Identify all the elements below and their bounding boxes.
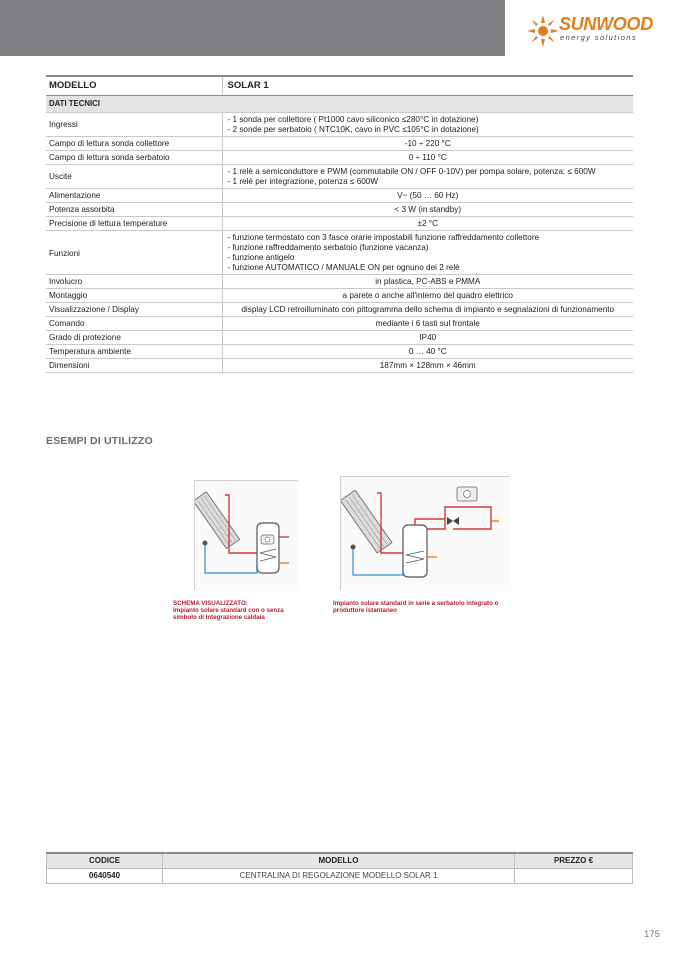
spec-table [46,75,633,373]
order-price [515,869,633,884]
spec-label: Alimentazione [46,189,222,203]
spec-row [46,303,633,317]
spec-value-line: - 1 relè a semiconduttore e PWM (commutabile ON / OFF 0-10V) per pompa solare, potenza: ≤ 600W [227,166,596,176]
spec-row [46,275,633,289]
spec-value-line: ±2 °C [417,218,438,228]
spec-label: Montaggio [46,289,222,303]
order-header-price: PREZZO € [515,853,633,869]
spec-value [222,165,633,189]
spec-label: Comando [46,317,222,331]
spec-value [222,331,633,345]
page-number: 175 [644,929,660,940]
spec-value-line: - funzione antigelo [227,252,295,262]
tank-icon [257,523,279,573]
spec-label: Involucro [46,275,222,289]
spec-label: Dimensioni [46,359,222,373]
caption-1-line: simbolo di integrazione caldaia [173,614,265,621]
spec-label: Funzioni [46,231,222,275]
caption-1-line: Impianto solare standard con o senza [173,607,284,614]
order-model: CENTRALINA DI REGOLAZIONE MODELLO SOLAR 1 [163,869,515,884]
spec-value-line: mediante i 6 tasti sul frontale [375,318,480,328]
spec-header-label: MODELLO [46,76,222,96]
spec-value [222,151,633,165]
spec-label: Temperatura ambiente [46,345,222,359]
order-header-row [47,853,633,869]
order-header-code: CODICE [47,853,163,869]
spec-section-title: DATI TECNICI [46,96,633,113]
spec-label: Potenza assorbita [46,203,222,217]
spec-header-row [46,76,633,96]
spec-value-line: - 1 relè per integrazione, potenza ≤ 600W [227,176,379,186]
spec-value [222,113,633,137]
caption-2-line: Impianto solare standard in serie a serbatoio integrato o [333,600,499,607]
spec-value [222,189,633,203]
spec-value [222,345,633,359]
spec-value-line: in plastica, PC-ABS e PMMA [375,276,481,286]
order-code: 0640540 [47,869,163,884]
sunwood-logo [526,14,666,50]
diagram-serial-system [340,476,510,590]
spec-row [46,317,633,331]
brand-tagline: energy solutions [560,33,638,42]
diagram-caption-1 [173,600,323,621]
diagram-standard-system [194,480,298,590]
spec-row [46,165,633,189]
spec-value-line: - funzione AUTOMATICO / MANUALE ON per ognuno dei 2 relè [227,262,460,272]
header-band [0,0,505,56]
spec-value [222,289,633,303]
spec-row [46,231,633,275]
spec-value [222,317,633,331]
spec-value-line: - 2 sonde per serbatoio ( NTC10K, cavo in PVC ≤105°C in dotazione) [227,124,479,134]
spec-label: Precisione di lettura temperature [46,217,222,231]
spec-row [46,217,633,231]
caption-1-line: SCHEMA VISUALIZZATO: [173,600,248,607]
spec-value [222,203,633,217]
spec-row [46,189,633,203]
spec-label: Visualizzazione / Display [46,303,222,317]
spec-section-row [46,96,633,113]
spec-row [46,203,633,217]
spec-row [46,359,633,373]
spec-value [222,217,633,231]
spec-row [46,151,633,165]
examples-title: ESEMPI DI UTILIZZO [46,435,153,447]
spec-value-line: - funzione raffreddamento serbatoio (funzione vacanza) [227,242,429,252]
spec-value [222,137,633,151]
order-row [47,869,633,884]
spec-value-line: 187mm × 128mm × 46mm [379,360,476,370]
caption-2-line: produttore istantaneo [333,607,397,614]
spec-label: Campo di lettura sonda serbatoio [46,151,222,165]
spec-row [46,289,633,303]
spec-value [222,231,633,275]
spec-label: Campo di lettura sonda collettore [46,137,222,151]
spec-label: Uscite [46,165,222,189]
order-header-model: MODELLO [163,853,515,869]
spec-value-line: display LCD retroilluminato con pittogramma dello schema di impianto e segnalazioni di funzionamento [241,304,615,314]
diagram-caption-2 [333,600,533,614]
sun-icon [526,14,560,48]
spec-value-line: - 1 sonda per collettore ( Pt1000 cavo siliconico ≤280°C in dotazione) [227,114,479,124]
spec-label: Ingressi [46,113,222,137]
spec-row [46,345,633,359]
pump-icon [351,545,356,550]
spec-value [222,359,633,373]
order-table [46,852,633,884]
spec-value-line: - funzione termostato con 3 fasce orarie impostabili funzione raffreddamento collettore [227,232,540,242]
spec-value [222,303,633,317]
spec-value-line: 0 … 40 °C [408,346,447,356]
spec-value-line: IP40 [419,332,437,342]
pump-icon [203,541,208,546]
spec-value-line: a parete o anche all'interno del quadro elettrico [342,290,513,300]
spec-row [46,331,633,345]
spec-value-line: 0 ÷ 110 °C [408,152,447,162]
spec-value [222,275,633,289]
spec-value-line: V~ (50 … 60 Hz) [397,190,459,200]
spec-label: Grado di protezione [46,331,222,345]
spec-value-line: < 3 W (in standby) [394,204,462,214]
spec-value-line: -10 ÷ 220 °C [404,138,451,148]
spec-row [46,137,633,151]
spec-row [46,113,633,137]
spec-header-value: SOLAR 1 [222,76,633,96]
brand-name: SUNWOOD [559,14,653,34]
